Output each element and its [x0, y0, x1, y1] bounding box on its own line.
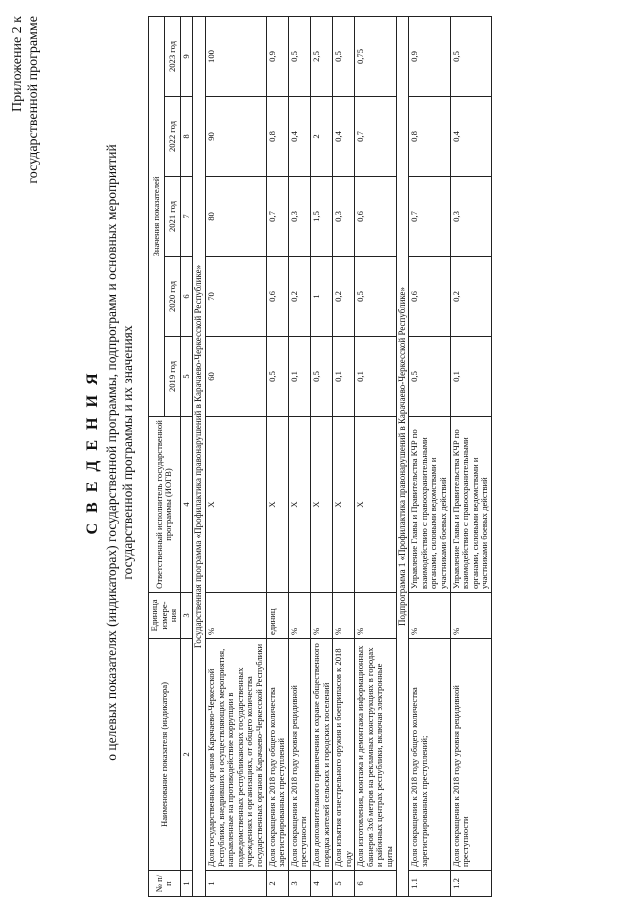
column-number: 4 — [180, 417, 193, 593]
row-num: 5 — [333, 871, 355, 897]
header-year: 2019 год — [164, 337, 180, 417]
row-executor: X — [333, 417, 355, 593]
column-number: 7 — [180, 177, 193, 257]
column-number: 2 — [180, 639, 193, 871]
table-row — [355, 16, 396, 896]
row-value: 0,2 — [288, 257, 310, 337]
row-value: 0,5 — [333, 16, 355, 96]
row-executor: Управление Главы и Правительства КЧР по взаимодействию с правоохранительными органами, силовыми ведомствами и участниками боевых действий — [409, 417, 450, 593]
row-executor: X — [266, 417, 288, 593]
row-value: 90 — [205, 97, 266, 177]
row-executor: X — [288, 417, 310, 593]
row-num: 1 — [205, 871, 266, 897]
header-unit: Единица измере-ния — [149, 593, 181, 639]
row-name: Доля сокращения к 2018 году общего количества зарегистрированных преступлений — [266, 639, 288, 871]
row-value: 0,1 — [355, 337, 396, 417]
row-num: 4 — [310, 871, 332, 897]
row-value: 0,8 — [409, 97, 450, 177]
appendix-line-1: Приложение 2 к — [10, 16, 25, 112]
row-value: 0,5 — [288, 16, 310, 96]
column-number: 1 — [180, 871, 193, 897]
row-value: 0,5 — [409, 337, 450, 417]
row-value: 0,7 — [355, 97, 396, 177]
table-row — [288, 16, 310, 896]
row-value: 80 — [205, 177, 266, 257]
row-executor: Управление Главы и Правительства КЧР по взаимодействию с правоохранительными органами, силовыми ведомствами и участниками боевых действий — [450, 417, 491, 593]
row-value: 0,4 — [333, 97, 355, 177]
row-value: 0,8 — [266, 97, 288, 177]
row-name: Доля изготовления, монтажа и демонтажа информационных баннеров 3х6 метров на рекламных конструкциях в городах и районных центрах республики, включая электронные щиты — [355, 639, 396, 871]
row-unit: % — [333, 593, 355, 639]
row-value: 0,2 — [333, 257, 355, 337]
header-name: Наименование показателя (индикатора) — [149, 639, 181, 871]
row-value: 70 — [205, 257, 266, 337]
appendix-note — [10, 16, 42, 184]
row-value: 1 — [310, 257, 332, 337]
row-value: 0,1 — [450, 337, 491, 417]
row-value: 1,5 — [310, 177, 332, 257]
row-executor: X — [355, 417, 396, 593]
row-value: 100 — [205, 16, 266, 96]
row-value: 0,3 — [333, 177, 355, 257]
row-num: 1.1 — [409, 871, 450, 897]
row-name: Доля сокращения к 2018 году общего количества зарегистрированных преступлений; — [409, 639, 450, 871]
appendix-line-2: государственной программе — [26, 16, 41, 184]
header-num: № п/п — [149, 871, 181, 897]
row-value: 60 — [205, 337, 266, 417]
column-number: 9 — [180, 16, 193, 96]
row-value: 0,4 — [288, 97, 310, 177]
table-row — [450, 16, 491, 896]
row-executor: X — [310, 417, 332, 593]
header-year: 2021 год — [164, 177, 180, 257]
row-num: 6 — [355, 871, 396, 897]
column-number: 6 — [180, 257, 193, 337]
row-value: 0,1 — [288, 337, 310, 417]
row-value: 0,6 — [355, 177, 396, 257]
header-values-group: Значения показателей — [149, 16, 165, 416]
document-title — [84, 0, 136, 905]
row-unit: % — [288, 593, 310, 639]
row-name: Доля дополнительного привлечения к охране общественного порядка жителей сельских и городских поселений — [310, 639, 332, 871]
row-unit: % — [205, 593, 266, 639]
section-row-subprogram — [396, 16, 409, 896]
header-row-1 — [149, 16, 165, 896]
row-value: 0,6 — [409, 257, 450, 337]
table-row — [333, 16, 355, 896]
row-name: Доля изъятия огнестрельного оружия и боеприпасов к 2018 году — [333, 639, 355, 871]
row-unit: % — [355, 593, 396, 639]
row-value: 0,5 — [355, 257, 396, 337]
row-value: 0,7 — [409, 177, 450, 257]
header-year: 2020 год — [164, 257, 180, 337]
row-value: 0,2 — [450, 257, 491, 337]
column-number: 8 — [180, 97, 193, 177]
indicators-table — [148, 16, 492, 897]
row-value: 0,9 — [409, 16, 450, 96]
header-year: 2022 год — [164, 97, 180, 177]
title-main: С В Е Д Е Н И Я — [84, 370, 101, 535]
row-unit: % — [409, 593, 450, 639]
row-value: 2,5 — [310, 16, 332, 96]
section-title: Государственная программа «Профилактика правонарушений в Карачаево-Черкесской Республике» — [193, 16, 206, 896]
column-number: 3 — [180, 593, 193, 639]
row-unit: единиц — [266, 593, 288, 639]
row-value: 0,5 — [450, 16, 491, 96]
row-name: Доля сокращения к 2018 году уровня рецидивной преступности — [288, 639, 310, 871]
row-value: 0,75 — [355, 16, 396, 96]
row-value: 0,3 — [288, 177, 310, 257]
column-number: 5 — [180, 337, 193, 417]
row-executor: X — [205, 417, 266, 593]
title-subtitle-2: государственной программы и их значениях — [120, 325, 135, 580]
table-row — [409, 16, 450, 896]
row-value: 0,3 — [450, 177, 491, 257]
row-value: 0,9 — [266, 16, 288, 96]
row-num: 2 — [266, 871, 288, 897]
row-value: 2 — [310, 97, 332, 177]
row-num: 3 — [288, 871, 310, 897]
row-value: 0,1 — [333, 337, 355, 417]
row-num: 1.2 — [450, 871, 491, 897]
table-row — [266, 16, 288, 896]
row-unit: % — [450, 593, 491, 639]
row-name: Доля государственных органов Карачаево-Черкесской Республики, внедривших и осуществляющих мероприятия, направленные на противодействие коррупции в подведомственных республиканских государственных учреждениях и организациях, от общего количества государственных органов Карачаево-Черкесской Республики — [205, 639, 266, 871]
row-unit: % — [310, 593, 332, 639]
table-row — [310, 16, 332, 896]
row-value: 0,5 — [310, 337, 332, 417]
header-year: 2023 год — [164, 16, 180, 96]
row-value: 0,4 — [450, 97, 491, 177]
row-value: 0,6 — [266, 257, 288, 337]
section-row-program — [193, 16, 206, 896]
title-subtitle-1: о целевых показателях (индикаторах) государственной программы, подпрограмм и основных мероприятий — [104, 144, 119, 761]
row-value: 0,5 — [266, 337, 288, 417]
header-executor: Ответственный исполнитель государственной программы (ИОГВ) — [149, 417, 181, 593]
row-name: Доля сокращения к 2018 году уровня рецидивной преступности — [450, 639, 491, 871]
row-value: 0,7 — [266, 177, 288, 257]
table-row — [205, 16, 266, 896]
column-number-row — [180, 16, 193, 896]
section-title: Подпрограмма 1 «Профилактика правонарушений в Карачаево-Черкесской Республике» — [396, 16, 409, 896]
